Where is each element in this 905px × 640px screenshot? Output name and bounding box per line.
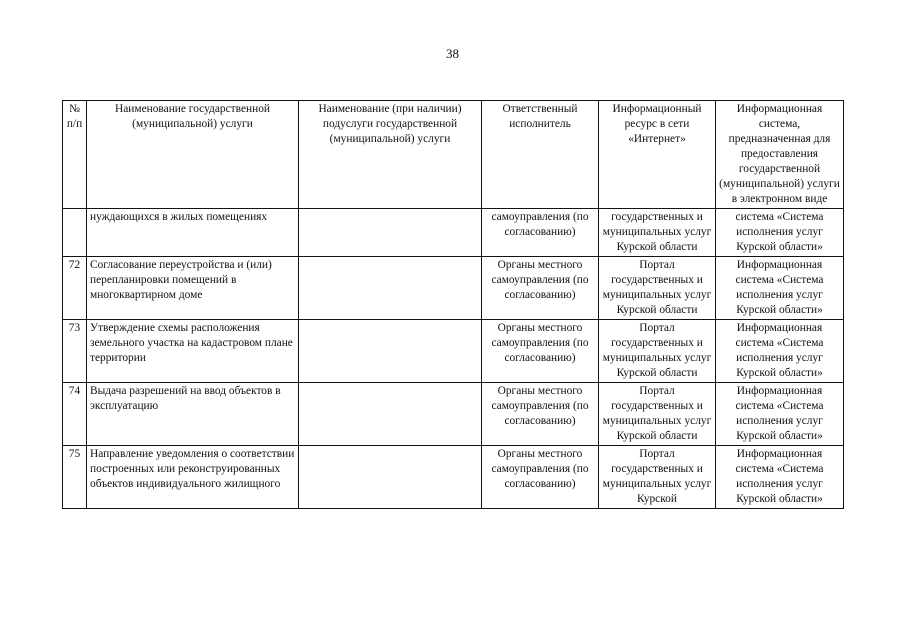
row-number: 72: [63, 257, 87, 320]
row-number: 75: [63, 446, 87, 509]
internet-resource: Портал государственных и муниципальных услуг Курской области: [599, 320, 716, 383]
executor: самоуправления (по согласованию): [482, 209, 599, 257]
service-name: Утверждение схемы расположения земельного участка на кадастровом плане территории: [87, 320, 299, 383]
subservice-name: [299, 446, 482, 509]
executor: Органы местного самоуправления (по согласованию): [482, 446, 599, 509]
service-name: Согласование переустройства и (или) перепланировки помещений в многоквартирном доме: [87, 257, 299, 320]
page-number: 38: [446, 46, 459, 61]
header-system: Информационная система, предназначенная для предоставления государственной (муниципальной) услуги в электронном виде: [716, 101, 844, 209]
service-name: Выдача разрешений на ввод объектов в эксплуатацию: [87, 383, 299, 446]
executor: Органы местного самоуправления (по согласованию): [482, 320, 599, 383]
information-system: Информационная система «Система исполнения услуг Курской области»: [716, 257, 844, 320]
internet-resource: Портал государственных и муниципальных услуг Курской: [599, 446, 716, 509]
information-system: Информационная система «Система исполнения услуг Курской области»: [716, 320, 844, 383]
header-resource: Информационный ресурс в сети «Интернет»: [599, 101, 716, 209]
service-name: нуждающихся в жилых помещениях: [87, 209, 299, 257]
header-service: Наименование государственной (муниципальной) услуги: [87, 101, 299, 209]
service-name: Направление уведомления о соответствии построенных или реконструированных объектов индивидуального жилищного: [87, 446, 299, 509]
header-executor: Ответственный исполнитель: [482, 101, 599, 209]
subservice-name: [299, 209, 482, 257]
information-system: система «Система исполнения услуг Курской области»: [716, 209, 844, 257]
subservice-name: [299, 383, 482, 446]
subservice-name: [299, 257, 482, 320]
subservice-name: [299, 320, 482, 383]
table-row: [63, 383, 844, 446]
information-system: Информационная система «Система исполнения услуг Курской области»: [716, 446, 844, 509]
table-row: [63, 320, 844, 383]
row-number: 73: [63, 320, 87, 383]
table-row: [63, 446, 844, 509]
header-subservice: Наименование (при наличии) подуслуги государственной (муниципальной) услуги: [299, 101, 482, 209]
table-header-row: [63, 101, 844, 209]
executor: Органы местного самоуправления (по согласованию): [482, 257, 599, 320]
internet-resource: Портал государственных и муниципальных услуг Курской области: [599, 383, 716, 446]
table-row: [63, 257, 844, 320]
services-table: [62, 100, 844, 509]
row-number: 74: [63, 383, 87, 446]
row-number: [63, 209, 87, 257]
executor: Органы местного самоуправления (по согласованию): [482, 383, 599, 446]
header-num: № п/п: [63, 101, 87, 209]
internet-resource: Портал государственных и муниципальных услуг Курской области: [599, 257, 716, 320]
table-row: [63, 209, 844, 257]
information-system: Информационная система «Система исполнения услуг Курской области»: [716, 383, 844, 446]
internet-resource: государственных и муниципальных услуг Курской области: [599, 209, 716, 257]
